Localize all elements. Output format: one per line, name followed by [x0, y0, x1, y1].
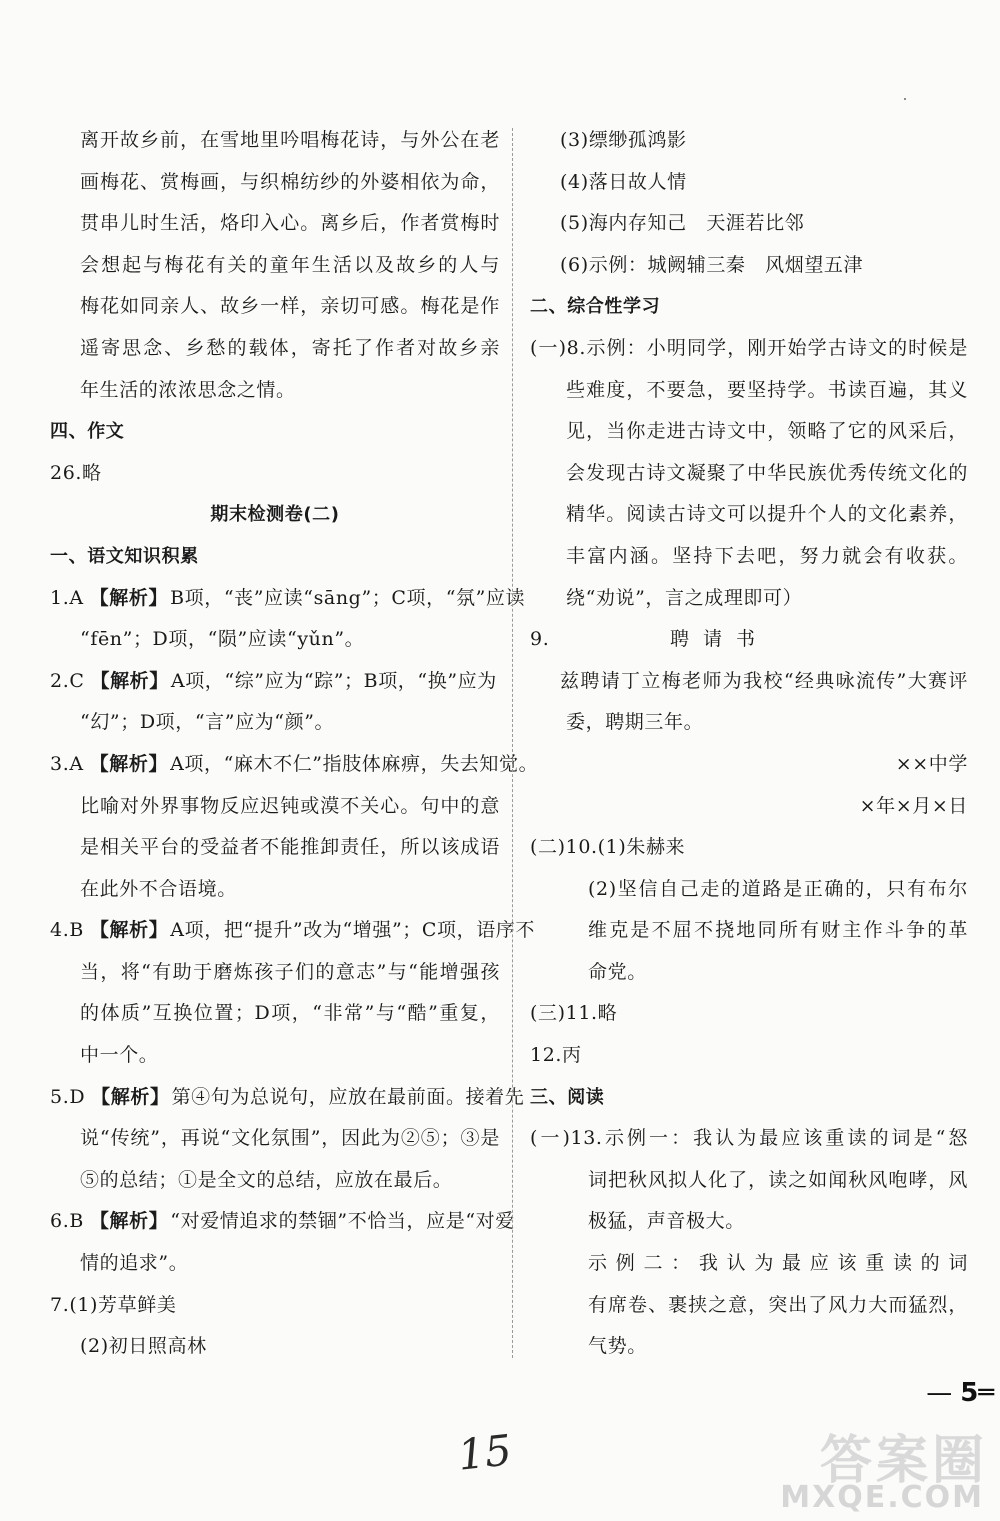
- page-number: [926, 1378, 994, 1408]
- answer-q8-cont: 精华。阅读古诗文可以提升个人的文化素养，: [566, 503, 968, 526]
- appointment-letter-title: 聘请书: [670, 628, 770, 651]
- answer-q3-cont: 在此外不合语境。: [80, 877, 237, 900]
- right-column: [530, 120, 968, 1368]
- paragraph-line: 梅花如同亲人、故乡一样，亲切可感。梅花是作: [80, 295, 500, 318]
- answer-q10-cont: 维克是不屈不挠地同所有财主作斗争的革: [588, 919, 968, 942]
- answer-q4-cont: 当，将“有助于磨炼孩子们的意志”与“能增强孩: [80, 960, 500, 983]
- left-column: [50, 120, 539, 1368]
- answer-q11: (三)11.略: [530, 1002, 618, 1025]
- answer-q4-cont: 中一个。: [80, 1044, 159, 1067]
- answer-q3: [50, 744, 539, 786]
- page-number-dash: —: [926, 1378, 953, 1408]
- answer-q2-cont: “幻”；D项，“言”应为“颜”。: [80, 711, 335, 734]
- exam-title: 期末检测卷(二): [210, 504, 340, 526]
- answer-q2: [50, 661, 500, 703]
- answer-q1-cont: “fēn”；D项，“陨”应读“yǔn”。: [80, 628, 365, 651]
- analysis-text: 第④句为总说句，应放在最前面。接着先: [171, 1085, 525, 1108]
- answer-q4: [50, 910, 536, 952]
- answer-q10-cont: 命党。: [588, 960, 647, 983]
- answer-q26: 26.略: [50, 461, 102, 484]
- answer-q3-cont: 比喻对外界事物反应迟钝或漠不关心。句中的意: [80, 794, 500, 817]
- analysis-tag: 【解析】: [90, 669, 169, 692]
- letter-body: 兹聘请丁立梅老师为我校“经典咏流传”大赛评: [560, 669, 968, 692]
- section-heading-composition: 四、作文: [50, 421, 125, 443]
- analysis-tag: 【解析】: [91, 1085, 170, 1108]
- answer-q5: [50, 1077, 525, 1119]
- paragraph-line: 遥寄思念、乡愁的载体，寄托了作者对故乡亲: [80, 336, 500, 359]
- letter-date: ×年×月×日: [859, 794, 968, 817]
- letter-body: 委，聘期三年。: [566, 711, 704, 734]
- answer-q8: (一)8.示例：小明同学，刚开始学古诗文的时候是: [530, 336, 968, 359]
- paragraph-line: 年生活的浓浓思念之情。: [80, 378, 296, 401]
- section-heading-comprehensive: 二、综合性学习: [530, 296, 661, 318]
- answer-q7: 7.(1)芳草鲜美: [50, 1293, 177, 1316]
- answer-q13-cont: 有席卷、裹挟之意，突出了风力大而猛烈，: [588, 1293, 968, 1316]
- site-watermark: [734, 1418, 994, 1518]
- analysis-text: B项，“丧”应读“sāng”；C项，“氛”应读: [170, 586, 526, 609]
- answer-q12: 12.丙: [530, 1044, 582, 1067]
- analysis-tag: 【解析】: [89, 752, 169, 775]
- answer-q13-cont: 极猛，声音极大。: [588, 1210, 745, 1233]
- answer-q6: [50, 1201, 515, 1243]
- letter-signer: ××中学: [895, 752, 968, 775]
- question-number: 9.: [530, 628, 550, 651]
- answer-q13-cont: 气势。: [588, 1335, 647, 1358]
- answer-q6-cont: 情的追求”。: [80, 1252, 189, 1275]
- answer-q1: [50, 578, 526, 620]
- analysis-text: A项，“麻木不仁”指肢体麻痹，失去知觉。: [170, 752, 539, 775]
- answer-q10: (二)10.(1)朱赫来: [530, 836, 686, 859]
- analysis-text: A项，“综”应为“踪”；B项，“换”应为: [170, 669, 497, 692]
- answer-q7-item: (2)初日照高林: [80, 1335, 207, 1358]
- page-number-bar: ═: [978, 1378, 994, 1408]
- paragraph-line: 贯串儿时生活，烙印入心。离乡后，作者赏梅时: [80, 212, 500, 235]
- answer-q3-cont: 是相关平台的受益者不能推卸责任，所以该成语: [80, 836, 500, 859]
- analysis-tag: 【解析】: [89, 1210, 169, 1233]
- scan-speck: [904, 98, 906, 100]
- question-number: 3.A: [50, 752, 84, 775]
- column-divider: [512, 128, 513, 1358]
- paragraph-line: 会想起与梅花有关的童年生活以及故乡的人与: [80, 253, 500, 276]
- answer-q13-cont: 词把秋风拟人化了，读之如闻秋风咆哮，风: [588, 1168, 968, 1191]
- question-number: 2.C: [50, 669, 85, 692]
- answer-q13-example2: 示例二：我认为最应该重读的词: [588, 1252, 968, 1275]
- answer-q9: [530, 619, 968, 661]
- answer-q5-cont: ⑤的总结；①是全文的总结，应放在最后。: [80, 1168, 453, 1191]
- question-number: 1.A: [50, 586, 84, 609]
- answer-q10-item: (2)坚信自己走的道路是正确的，只有布尔: [588, 877, 968, 900]
- page-number-value: 5: [960, 1378, 979, 1408]
- section-heading-reading: 三、阅读: [530, 1086, 605, 1108]
- answer-q7-item: (5)海内存知己 天涯若比邻: [560, 212, 805, 235]
- answer-q7-item: (3)缥缈孤鸿影: [560, 129, 687, 151]
- question-number: 4.B: [50, 919, 84, 942]
- analysis-tag: 【解析】: [89, 586, 169, 609]
- answer-q8-cont: 绕“劝说”，言之成理即可）: [566, 586, 803, 609]
- answer-q4-cont: 的体质”互换位置；D项，“非常”与“酷”重复，: [80, 1002, 500, 1025]
- section-heading-knowledge: 一、语文知识积累: [50, 545, 199, 567]
- question-number: 6.B: [50, 1210, 84, 1233]
- analysis-text: A项，把“提升”改为“增强”；C项，语序不: [170, 919, 536, 942]
- watermark-logo-text: 答案圈: [819, 1431, 988, 1491]
- answer-q5-cont: 说“传统”，再说“文化氛围”，因此为②⑤；③是: [80, 1127, 500, 1150]
- answer-q8-cont: 丰富内涵。坚持下去吧，努力就会有收获。: [566, 544, 968, 567]
- watermark-url: MXQE.COM: [780, 1480, 984, 1515]
- analysis-text: “对爱情追求的禁锢”不恰当，应是“对爱: [170, 1210, 515, 1233]
- answer-q8-cont: 些难度，不要急，要坚持学。书读百遍，其义: [566, 378, 968, 401]
- handwritten-mark: 15: [455, 1425, 514, 1480]
- analysis-tag: 【解析】: [89, 919, 169, 942]
- answer-q8-cont: 会发现古诗文凝聚了中华民族优秀传统文化的: [566, 461, 968, 484]
- question-number: 5.D: [50, 1085, 86, 1108]
- answer-q8-cont: 见，当你走进古诗文中，领略了它的风采后，: [566, 420, 968, 443]
- answer-q7-item: (4)落日故人情: [560, 170, 687, 193]
- answer-q13: (一)13.示例一：我认为最应该重读的词是“怒: [530, 1127, 968, 1150]
- paragraph-line: 画梅花、赏梅画，与织棉纺纱的外婆相依为命，: [80, 170, 500, 193]
- paragraph-line: 离开故乡前，在雪地里吟唱梅花诗，与外公在老: [80, 129, 500, 151]
- answer-q7-item: (6)示例：城阙辅三秦 风烟望五津: [560, 253, 864, 276]
